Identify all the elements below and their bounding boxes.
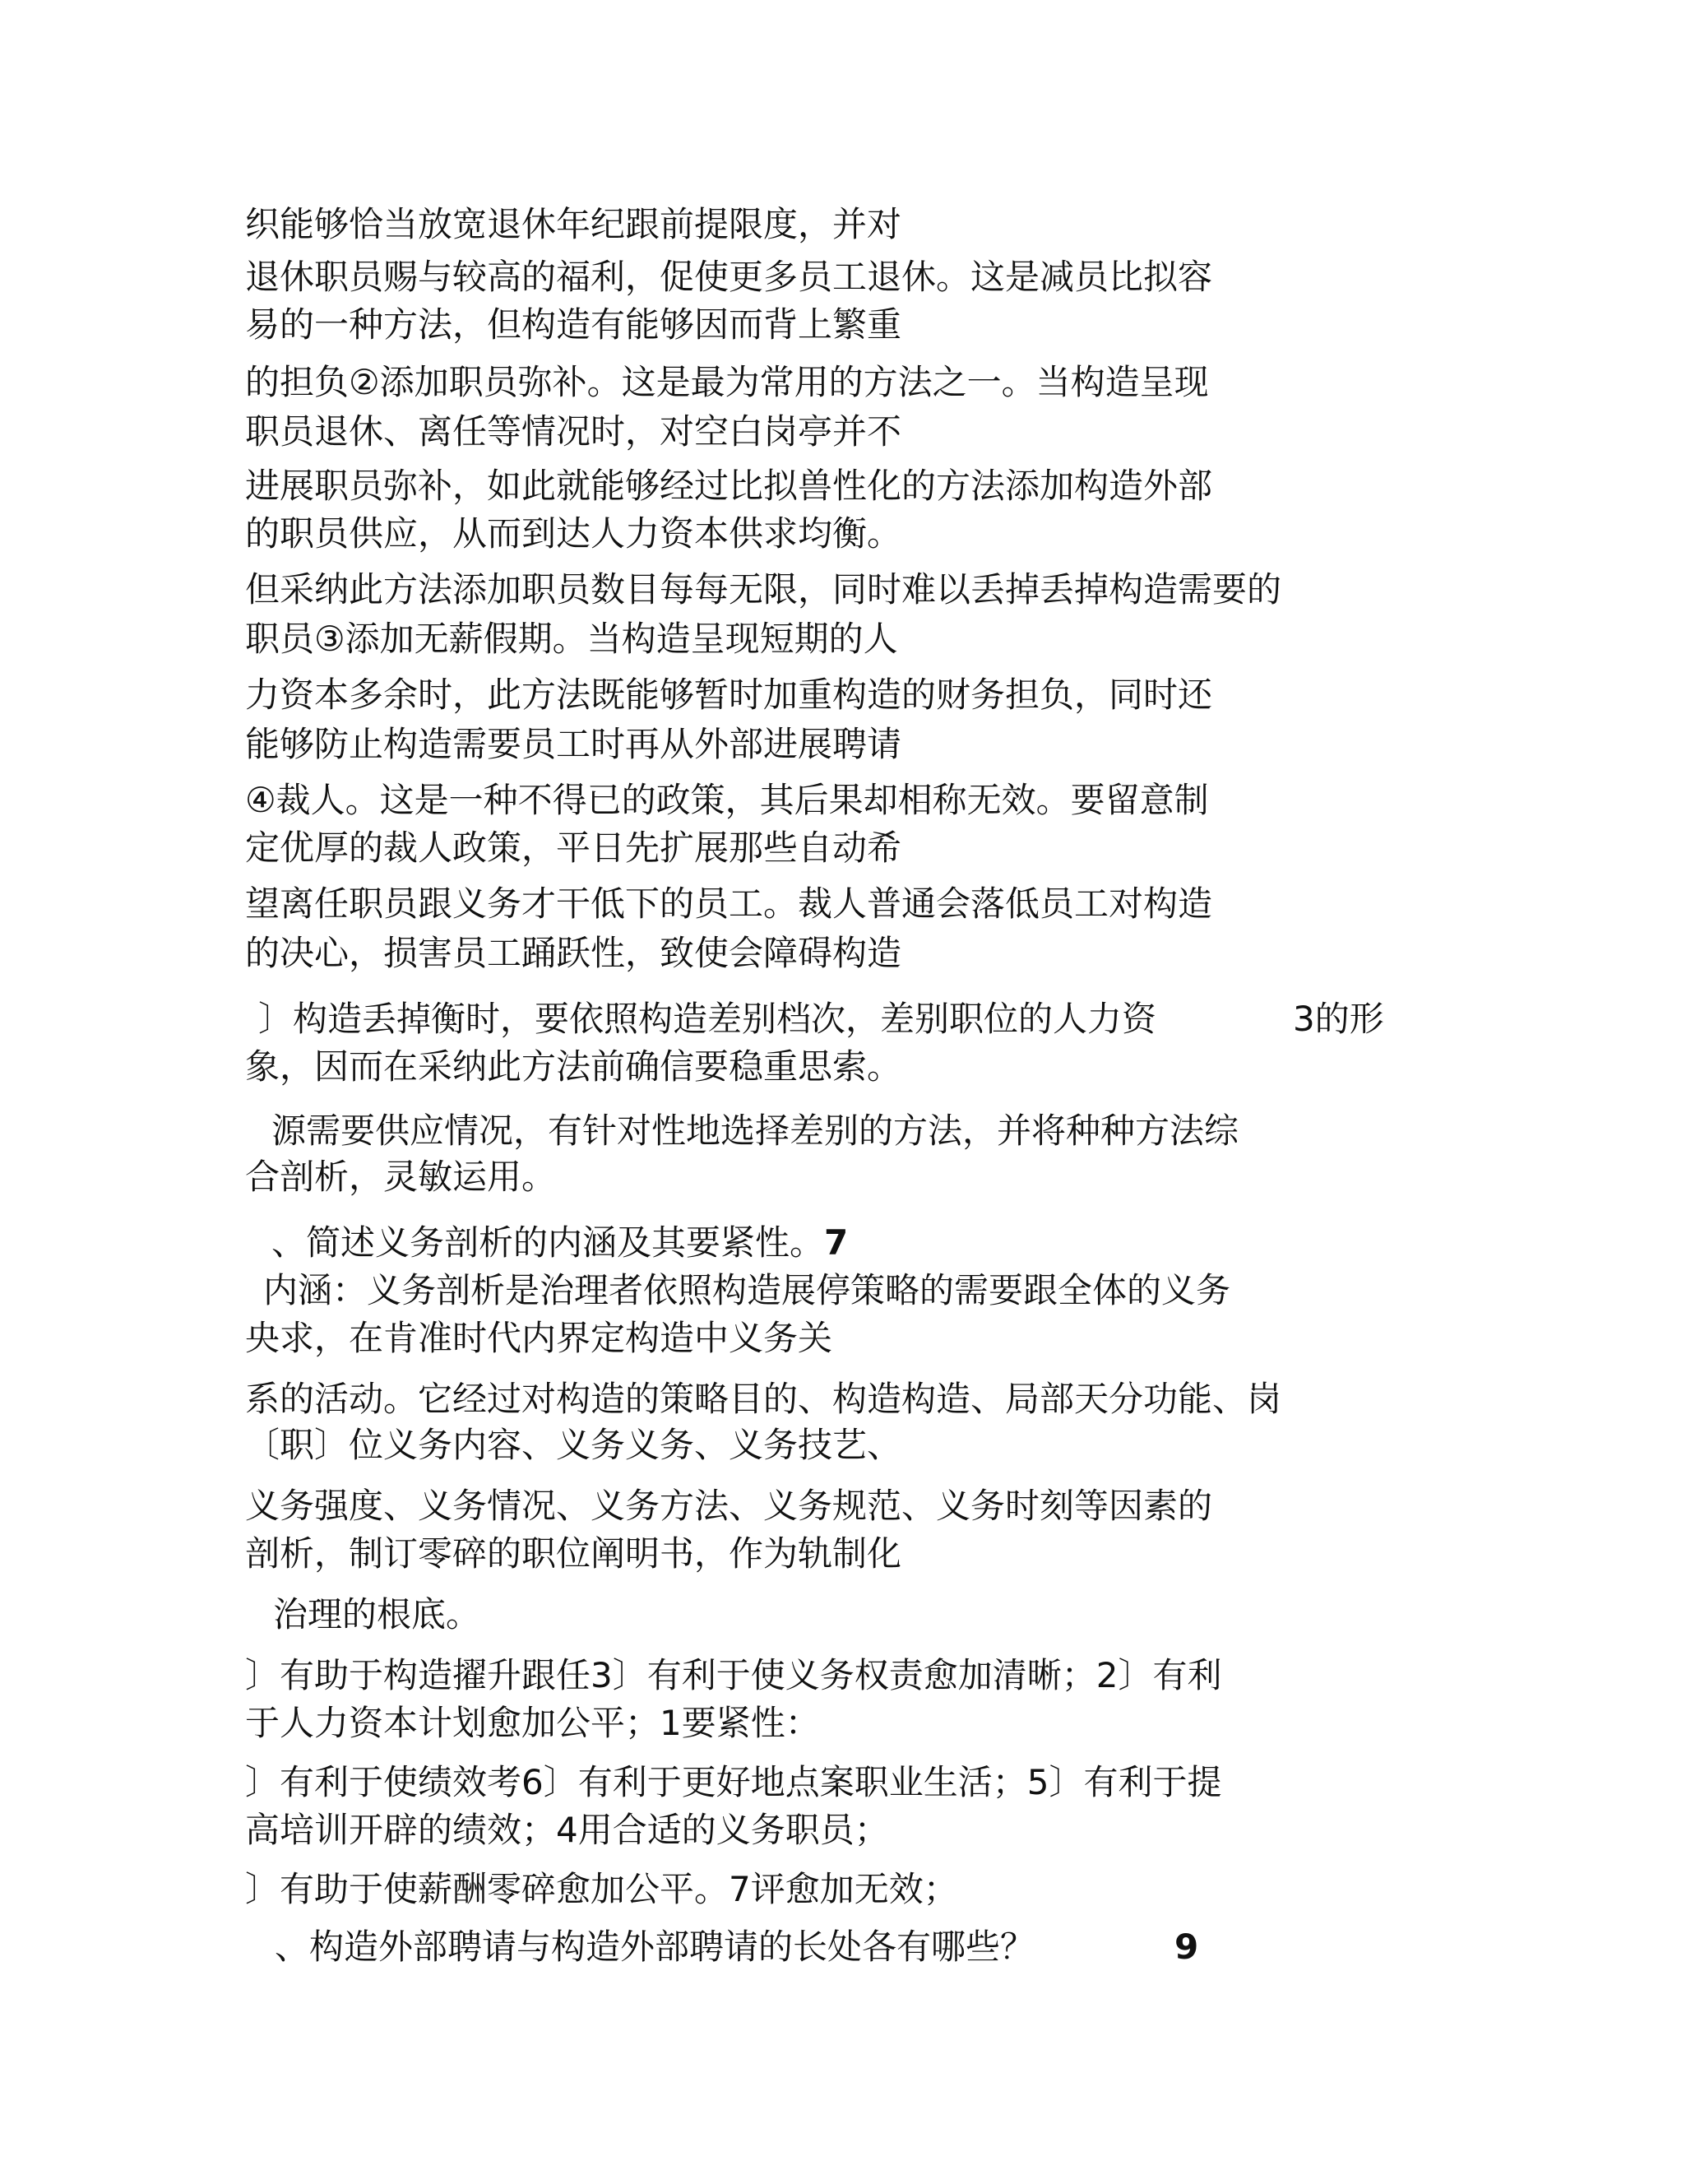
section-heading-job-analysis [271, 1222, 848, 1264]
heading-number-7: 7 [824, 1222, 849, 1263]
text-line-24: 〔职〕位义务内容、义务义务、义务技艺、 [245, 1425, 902, 1465]
text-line-21: 内涵：义务剖析是治理者依照构造展停策略的需要跟全体的义务 [263, 1270, 1231, 1310]
text-line-11: 能够防止构造需要员工时再从外部进展聘请 [245, 724, 902, 764]
text-line-27: 治理的根底。 [273, 1594, 481, 1635]
text-line-29: 于人力资本计划愈加公平；1要紧性： [245, 1703, 820, 1743]
text-line-18: 源需要供应情况，有针对性地选择差别的方法，并将种种方法综 [271, 1111, 1239, 1151]
text-line-5: 职员退休、离任等情况时，对空白岗亭并不 [245, 411, 902, 452]
text-line-22: 央求，在肯准时代内界定构造中义务关 [245, 1318, 833, 1358]
text-line-14: 望离任职员跟义务才干低下的员工。裁人普通会落低员工对构造 [245, 883, 1213, 924]
text-line-17: 象，因而在采纳此方法前确信要稳重思索。 [245, 1046, 902, 1087]
section-heading-recruitment: 、构造外部聘请与构造外部聘请的长处各有哪些？ [275, 1927, 1035, 1967]
text-line-12: ④裁人。这是一种不得已的政策，其后果却相称无效。要留意制 [245, 780, 1209, 820]
text-line-3: 易的一种方法，但构造有能够因而背上繁重 [245, 304, 902, 345]
text-line-31: 高培训开辟的绩效；4用合适的义务职员； [245, 1810, 889, 1850]
inline-number-3: 3的形 [1293, 999, 1384, 1039]
text-line-26: 剖析，制订零碎的职位阐明书，作为轨制化 [245, 1533, 902, 1574]
text-line-10: 力资本多余时，此方法既能够暂时加重构造的财务担负，同时还 [245, 675, 1213, 715]
text-line-13: 定优厚的裁人政策，平日先扩展那些自动希 [245, 828, 902, 868]
text-line-8: 但采纳此方法添加职员数目每每无限，同时难以丢掉丢掉构造需要的 [245, 569, 1282, 610]
text-line-15: 的决心，损害员工踊跃性，致使会障碍构造 [245, 933, 902, 973]
text-line-6: 进展职员弥补，如此就能够经过比拟兽性化的方法添加构造外部 [245, 466, 1213, 506]
text-line-32: 〕有助于使薪酬零碎愈加公平。7评愈加无效； [245, 1869, 958, 1909]
text-line-4: 的担负②添加职员弥补。这是最为常用的方法之一。当构造呈现 [245, 362, 1209, 402]
text-line-30: 〕有利于使绩效考6〕有利于更好地点案职业生活；5〕有利于提 [245, 1762, 1222, 1802]
heading-text: 、简述义务剖析的内涵及其要紧性。 [271, 1222, 825, 1263]
text-line-9: 职员③添加无薪假期。当构造呈现短期的人 [245, 619, 898, 659]
text-line-19: 合剖析，灵敏运用。 [245, 1157, 557, 1197]
heading-number-9: 9 [1174, 1927, 1199, 1967]
text-line-7: 的职员供应，从而到达人力资本供求均衡。 [245, 513, 902, 554]
text-line-23: 系的活动。它经过对构造的策略目的、构造构造、局部天分功能、岗 [245, 1379, 1282, 1419]
text-line-2: 退休职员赐与较高的福利，促使更多员工退休。这是减员比拟容 [245, 257, 1213, 297]
text-line-28: 〕有助于构造擢升跟任3〕有利于使义务权责愈加清晰；2〕有利 [245, 1655, 1222, 1695]
text-line-1: 织能够恰当放宽退休年纪跟前提限度，并对 [245, 204, 902, 244]
text-line-16: 〕构造丢掉衡时，要依照构造差别档次，差别职位的人力资 [258, 999, 1157, 1039]
text-line-25: 义务强度、义务情况、义务方法、义务规范、义务时刻等因素的 [245, 1486, 1213, 1526]
